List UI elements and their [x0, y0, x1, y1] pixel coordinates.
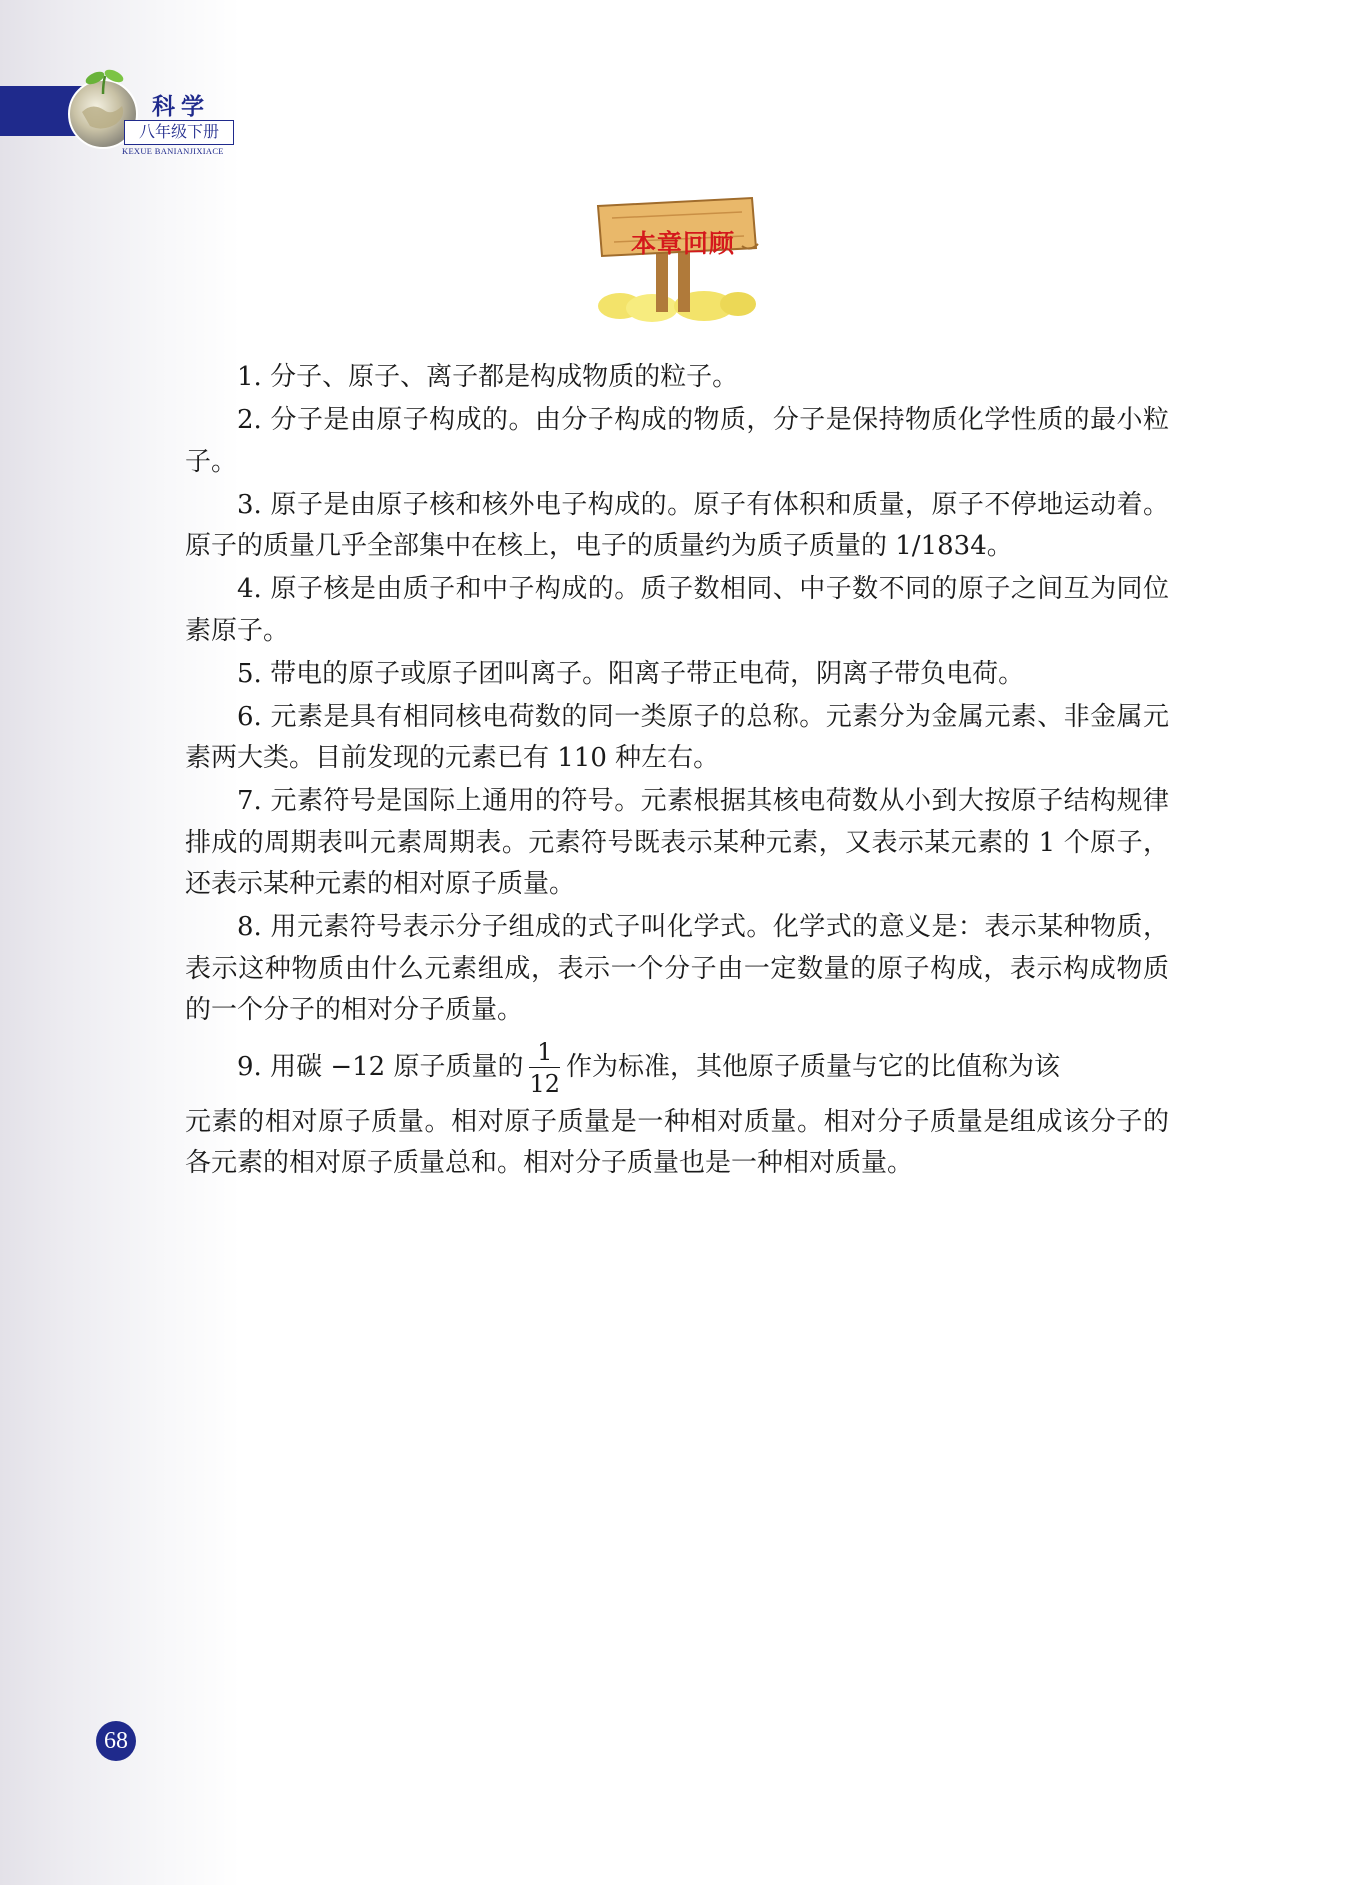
review-paragraph-8: 8. 用元素符号表示分子组成的式子叫化学式。化学式的意义是：表示某种物质，表示这种物质由什么元素组成，表示一个分子由一定数量的原子构成，表示构成物质的一个分子的相对分子质量。: [185, 912, 1169, 1025]
wooden-signpost-icon: [592, 196, 762, 328]
para9-continuation: 元素的相对原子质量。相对原子质量是一种相对质量。相对分子质量是组成该分子的各元素的相对原子质量总和。相对分子质量也是一种相对质量。: [185, 1106, 1169, 1178]
para9-after-text: 作为标准，其他原子质量与它的比值称为该: [566, 1051, 1061, 1082]
page-number: 68: [96, 1721, 136, 1761]
section-title: 本章回顾: [630, 229, 735, 258]
header-pinyin: KEXUE BANIANJIXIACE: [122, 146, 224, 156]
review-paragraph-2: 2. 分子是由原子构成的。由分子构成的物质，分子是保持物质化学性质的最小粒子。: [185, 405, 1169, 477]
header-subject: 科学: [152, 94, 210, 120]
header-grade-label: 八年级下册: [124, 120, 234, 145]
review-paragraph-9: [185, 1037, 1169, 1185]
review-paragraph-3: 3. 原子是由原子核和核外电子构成的。原子有体积和质量，原子不停地运动着。原子的质量几乎全部集中在核上，电子的质量约为质子质量的 1/1834。: [185, 489, 1169, 561]
fraction-numerator: 1: [529, 1040, 560, 1068]
fraction-denominator: 12: [529, 1069, 561, 1098]
review-paragraph-1: 1. 分子、原子、离子都是构成物质的粒子。: [237, 362, 739, 392]
review-paragraph-7: 7. 元素符号是国际上通用的符号。元素根据其核电荷数从小到大按原子结构规律排成的周期表叫元素周期表。元素符号既表示某种元素，又表示某元素的 1 个原子，还表示某种元素的相对原子质量。: [185, 786, 1169, 899]
fraction-one-twelfth: [529, 1037, 561, 1098]
para9-lead-text: 9. 用碳 −12 原子质量的: [237, 1051, 524, 1082]
chapter-review-content: [185, 357, 1169, 1186]
review-paragraph-5: 5. 带电的原子或原子团叫离子。阳离子带正电荷，阴离子带负电荷。: [237, 658, 1025, 689]
review-paragraph-4: 4. 原子核是由质子和中子构成的。质子数相同、中子数不同的原子之间互为同位素原子。: [185, 574, 1169, 646]
review-paragraph-6: 6. 元素是具有相同核电荷数的同一类原子的总称。元素分为金属元素、非金属元素两大类。目前发现的元素已有 110 种左右。: [185, 701, 1169, 773]
